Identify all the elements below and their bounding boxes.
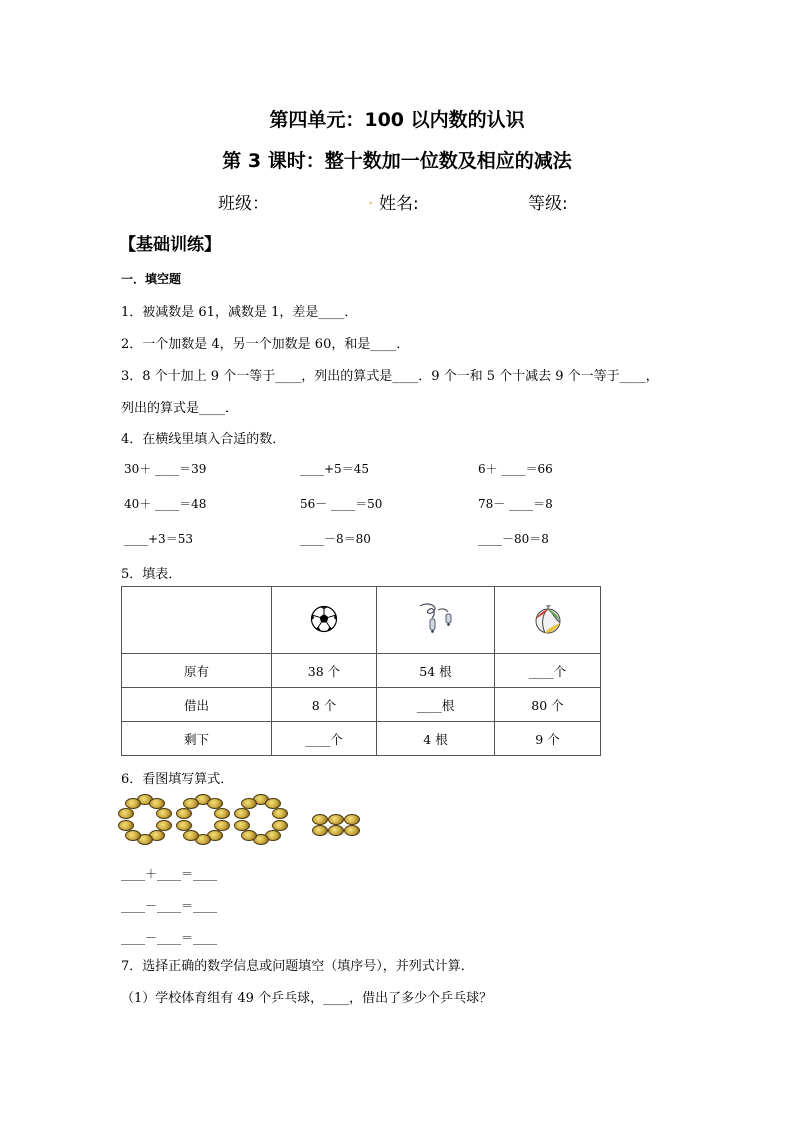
equation: ____+5＝45 xyxy=(300,462,369,476)
part1-title: 一．填空题 xyxy=(121,272,182,286)
bug-icon xyxy=(328,825,344,836)
bug-icon xyxy=(328,814,344,825)
question-1: 1．被减数是 61，减数是 1，差是____． xyxy=(121,305,358,320)
bug-icon xyxy=(344,814,360,825)
counting-picture xyxy=(118,792,368,848)
unit-title: 第四单元：100 以内数的认识 xyxy=(269,109,525,131)
question-3-line1: 3．8 个十加上 9 个一等于____，列出的算式是____．9 个一和 5 个十减去 9 个一等于____， xyxy=(121,369,659,384)
bug-icon xyxy=(241,798,257,809)
bug-icon xyxy=(214,808,230,819)
name-label: 姓名: xyxy=(379,194,419,214)
equation: 78－ ____＝8 xyxy=(478,497,553,511)
question-6: 6．看图填写算式． xyxy=(121,772,234,787)
table-header-cell xyxy=(377,587,495,654)
bug-icon xyxy=(118,808,134,819)
equation: 40＋ ____＝48 xyxy=(124,497,207,511)
table-cell: 38 个 xyxy=(272,654,377,688)
equation: ____－80＝8 xyxy=(478,532,549,546)
equation: 56－ ____＝50 xyxy=(300,497,383,511)
soccer-ball-icon xyxy=(310,605,338,633)
table-cell: 54 根 xyxy=(377,654,495,688)
question-4: 4．在横线里填入合适的数． xyxy=(121,432,286,447)
question-2: 2．一个加数是 4，另一个加数是 60，和是____． xyxy=(121,337,410,352)
q6-equation-sub-1: ____－____＝____ xyxy=(121,899,218,913)
bug-icon xyxy=(272,808,288,819)
row-label: 借出 xyxy=(122,688,272,722)
bug-icon xyxy=(312,814,328,825)
table-header-cell xyxy=(272,587,377,654)
bug-icon xyxy=(125,798,141,809)
bug-icon xyxy=(156,808,172,819)
lesson-title: 第 3 课时：整十数加一位数及相应的减法 xyxy=(222,150,572,172)
row-label: 原有 xyxy=(122,654,272,688)
bug-icon xyxy=(183,798,199,809)
table-cell: 9 个 xyxy=(495,722,601,756)
q6-equation-add: ____＋____＝____ xyxy=(121,867,218,881)
jump-rope-icon xyxy=(412,602,460,636)
bug-icon xyxy=(234,808,250,819)
grade-label: 等级: xyxy=(528,194,568,214)
equation: 30＋ ____＝39 xyxy=(124,462,207,476)
equation: ____+3＝53 xyxy=(124,532,193,546)
row-label: 剩下 xyxy=(122,722,272,756)
table-row xyxy=(122,654,601,688)
q6-equation-sub-2: ____－____＝____ xyxy=(121,931,218,945)
dot-mark: . xyxy=(368,189,374,209)
bug-icon xyxy=(312,825,328,836)
table-row xyxy=(122,722,601,756)
table-cell: ____个 xyxy=(272,722,377,756)
bug-icon xyxy=(176,808,192,819)
beach-ball-icon xyxy=(533,602,563,636)
table-cell: ____根 xyxy=(377,688,495,722)
question-7: 7．选择正确的数学信息或问题填空（填序号），并列式计算． xyxy=(121,959,474,974)
question-3-line2: 列出的算式是____． xyxy=(121,401,239,416)
table-cell: 4 根 xyxy=(377,722,495,756)
equation: 6＋ ____＝66 xyxy=(478,462,553,476)
equation: ____－8＝80 xyxy=(300,532,371,546)
table-cell: ____个 xyxy=(495,654,601,688)
table-row xyxy=(122,688,601,722)
table-corner-cell xyxy=(122,587,272,654)
class-label: 班级： xyxy=(218,194,269,214)
fill-table xyxy=(121,586,601,756)
section-title: 【基础训练】 xyxy=(119,235,221,255)
question-5: 5．填表． xyxy=(121,567,182,582)
table-cell: 8 个 xyxy=(272,688,377,722)
table-header-cell xyxy=(495,587,601,654)
question-7-1: （1）学校体育组有 49 个乒乓球，____，借出了多少个乒乓球？ xyxy=(121,991,493,1006)
table-cell: 80 个 xyxy=(495,688,601,722)
bug-icon xyxy=(344,825,360,836)
